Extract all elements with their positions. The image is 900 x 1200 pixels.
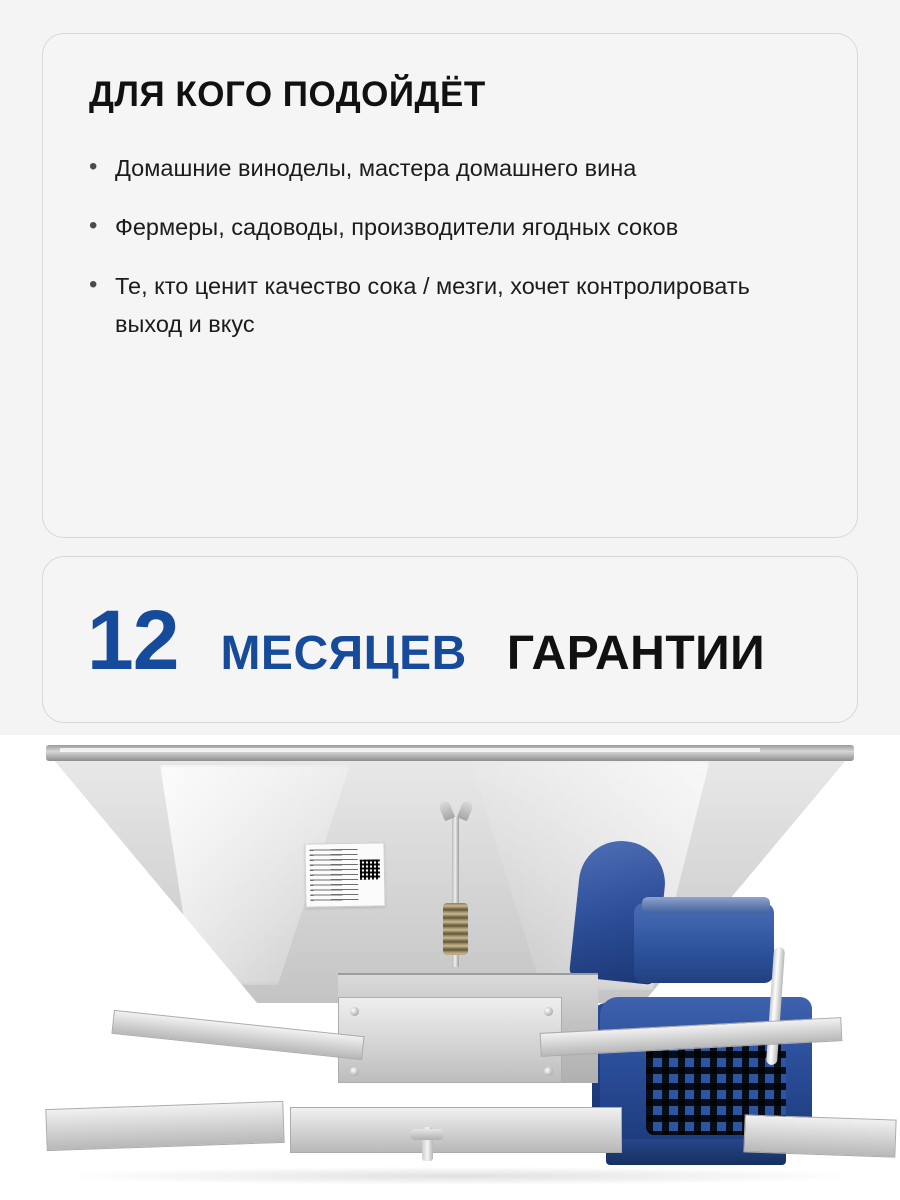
- warranty-card: [42, 556, 858, 723]
- audience-bullet-list: [89, 149, 811, 343]
- crusher-housing-front: [338, 997, 562, 1083]
- product-photo: [0, 735, 900, 1200]
- housing-bolt: [350, 1007, 359, 1016]
- hopper-rim-highlight: [60, 748, 760, 752]
- list-item-label: Фермеры, садоводы, производители ягодных соков: [115, 213, 679, 240]
- label-text-lines: [310, 849, 359, 902]
- warranty-row: [87, 592, 857, 687]
- frame-crossbar: [290, 1107, 622, 1153]
- warranty-label: ГАРАНТИИ: [506, 626, 766, 680]
- housing-bolt: [544, 1067, 553, 1076]
- page-title: ДЛЯ КОГО ПОДОЙДЁТ: [89, 75, 486, 114]
- qr-code-icon: [360, 859, 380, 879]
- bullet-dot-icon: •: [89, 270, 98, 298]
- product-label-sticker: [304, 842, 385, 907]
- product-shadow: [60, 1167, 860, 1185]
- bullet-dot-icon: •: [89, 211, 98, 239]
- list-item: [89, 149, 811, 187]
- list-item-label: Домашние виноделы, мастера домашнего вина: [115, 154, 637, 181]
- audience-card: [42, 33, 858, 538]
- motor-junction-box: [634, 903, 774, 983]
- adjust-spring: [443, 903, 468, 955]
- warranty-months-label: МЕСЯЦЕВ: [220, 626, 467, 680]
- housing-bolt: [544, 1007, 553, 1016]
- drain-tap: [410, 1127, 444, 1165]
- frame-leg-right: [743, 1114, 896, 1157]
- warranty-number: 12: [87, 592, 179, 687]
- list-item-label: Те, кто ценит качество сока / мезги, хочет контролировать выход и вкус: [115, 272, 750, 337]
- frame-rail-left: [111, 1010, 364, 1060]
- wing-nut-icon: [441, 801, 471, 821]
- housing-bolt: [350, 1067, 359, 1076]
- motor-junction-lid: [642, 897, 770, 913]
- bullet-dot-icon: •: [89, 152, 98, 180]
- list-item: [89, 208, 811, 246]
- frame-leg-left: [45, 1101, 284, 1151]
- list-item: [89, 267, 811, 343]
